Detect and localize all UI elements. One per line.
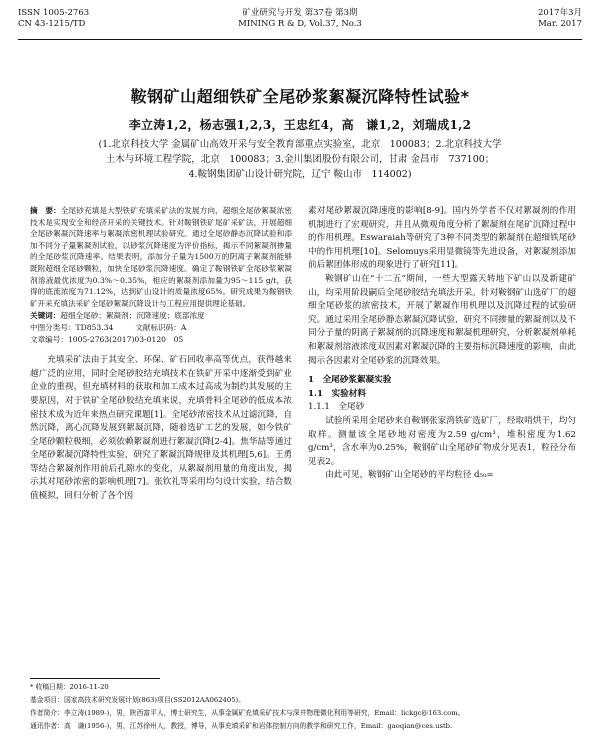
subsubsection-heading: 1.1.1 全尾砂: [308, 402, 365, 413]
document-code: 文献标识码：A: [135, 322, 187, 332]
paper-title: 鞍钢矿山超细铁矿全尾砂浆絮凝沉降特性试验*: [130, 87, 470, 106]
issue-date: [538, 8, 582, 30]
body-paragraph: 试验所采用全尾砂来自鞍钢张家湾铁矿选矿厂，经取哨烘干，均匀取样。测量该全尾砂地对密度为2.59 g/cm³，堆积密度为1.62 g/cm³，含水率为0.25%，鞍钢矿山全尾砂矿物成分见表1，粒径分布见表2。: [308, 415, 576, 467]
body-paragraph: 由此可见，鞍钢矿山全尾砂的平均粒径 d₅₀=: [325, 470, 494, 481]
cn-number: CN 43-1215/TD: [18, 19, 86, 29]
journal-name-en: MINING R & D, Vol.37, No.3: [238, 19, 362, 29]
body-paragraph: 素对尾砂絮凝沉降速度的影响[8-9]。国内外学者不仅对絮凝剂的作用机制进行了宏观研究，并且从微观角度分析了絮凝剂在尾矿沉降过程中的作用机理。Eswaraiah等研究了3种不同类型的絮凝剂在超细铁尾砂中的作用机理[10]。Selomuys采用显微镜等先进设备，对絮凝剂添加前后絮团体形成的现象进行了研究[11]。: [308, 206, 576, 271]
left-column: [30, 205, 292, 504]
journal-name-cn: 矿业研究与开发 第37卷 第3期: [242, 8, 358, 18]
affiliation-line: 4.鞍钢集团矿山设计研究院，辽宁 鞍山市 114002): [188, 169, 412, 180]
classification-meta: [30, 322, 292, 345]
affiliation-line: 土木与环境工程学院，北京 100083；3.金川集团股份有限公司，甘肃 金昌市 737100；: [105, 154, 495, 165]
date-cn: 2017年3月: [537, 8, 582, 18]
page-header: [18, 6, 582, 40]
footnote-author: 作者简介：李立涛(1989-)，男，陕西富平人，博士研究生，从事金属矿充填采矿技术与深井物理微化利用等研究，Email：lickgc@163.com。: [30, 709, 465, 717]
article-number: 文章编号：1005-2763(2017)03-0120 05: [30, 334, 184, 344]
affiliations: [70, 137, 530, 182]
footnote-funding: 基金项目：国家高技术研究发展计划(863)项目(SS2012AA062405)。: [30, 696, 245, 704]
footnote-corresponding: 通讯作者：高 谦(1956-)，男，江苏徐州人，教授，博导，从事充填采矿和岩体控制方向的教学和研究工作，Email：gaoqian@ces.ustb.: [30, 722, 453, 730]
journal-info: [18, 8, 582, 30]
keywords: [30, 310, 292, 322]
keywords-label: 关键词：: [30, 311, 61, 321]
date-en: Mar. 2017: [538, 19, 582, 29]
abstract: [30, 205, 292, 309]
clc-number: 中图分类号：TD853.34: [30, 322, 114, 332]
section-heading: 1 全尾砂浆絮凝实验: [308, 375, 392, 386]
abstract-text: 全尾砂充填是大型铁矿充填采矿法的发展方向，超细全尾砂絮凝浓密技术是实现安全和经济开采的关键技术。针对鞍钢铁矿尾矿采矿法，开展超细全尾砂絮凝沉降速率与絮凝浓密机理试验研究。通过全尾砂静态沉降试验和添加不同分子量絮凝剂试验，以砂浆沉降速度为评价指标，揭示不同絮凝剂掺量的全尾砂浆沉降速率。结果表明，添加分子量为1500万的阴离子絮凝剂能够既附超细全尾砂颗粒，加快全尾砂浆沉降速度。确定了鞍钢铁矿全尾砂浆絮凝剂溶液最优浓度为0.3%～0.35%，相应的絮凝剂添加量为95～115 g/t，获得的底流浓度为71.12%，达到矿山设计的质量浓度65%。研究成果为鞍钢铁矿开采充填法采矿全尾砂絮凝沉降设计与工程应用提供理论基础。: [30, 206, 293, 308]
subsection-heading: 1.1 实验材料: [308, 388, 366, 399]
footnote-rule: [30, 678, 160, 679]
footnote-received: * 收稿日期：2016-11-20: [30, 683, 109, 691]
abstract-label: 摘 要：: [30, 206, 61, 215]
affiliation-line: (1.北京科技大学 金属矿山高效开采与安全教育部重点实验室，北京 100083；2.北京科技大学: [98, 139, 502, 150]
body-paragraph: 充填采矿法由于其安全、环保、矿石回收率高等优点，获得越来越广泛的应用，同时全尾砂胶结充填技术在铁矿开采中逐渐受到矿业企业的重视，但充填材料的获取和加工成本过高成为制约其发展的主要原因，对于铁矿全尾砂胶结充填来说，充填骨料全尾砂的低成本浓密技术成为近年来热点研究课题[1]。全尾砂浓密技术从过滤沉降，自然沉降，离心沉降发展到絮凝沉降，随着选矿工艺的发展，如今铁矿全尾砂颗粒极细，必须依赖絮凝剂进行絮凝沉降[2-4]。焦华喆等通过全尾砂絮凝沉降特性实验，研究了絮凝沉降规律及其机理[5,6]。王勇等结合絮凝剂作用前后孔隙水的变化，从絮凝剂用量的角度出发，揭示其对尾砂浓密的影响机理[7]。张钦礼等采用均匀设计实验，结合数值模拟，回归分析了各个因: [30, 355, 292, 502]
header-rule: [18, 39, 582, 40]
author-list: 李立涛1,2，杨志强1,2,3，王忠红4，高 谦1,2，刘瑞成1,2: [128, 118, 472, 132]
keywords-text: 超细全尾砂；絮凝剂；沉降速度；底部浓度: [60, 311, 205, 321]
body-paragraph: 鞍钢矿山在“十二五”期间，一些大型露天转地下矿山以及新建矿山，均采用阶段嗣后全尾砂胶结充填法开采。针对鞍钢矿山选矿厂的超细全尾砂浆的浓密技术，开展了絮凝作用机理以及沉降过程的试验研究。通过采用全尾砂静态絮凝沉降试验，研究不同掺量的絮凝剂以及不同分子量的阴离子絮凝剂的沉降速度和絮凝机理研究，分析絮凝剂单耗和絮凝剂溶液浓度双因素对絮凝沉降的主要指标沉降速度的影响，由此揭示各因素对全尾砂浆的沉降效果。: [308, 273, 576, 366]
footnotes: [30, 681, 582, 733]
issn: ISSN 1005-2763: [18, 8, 90, 18]
right-column: [308, 205, 576, 483]
